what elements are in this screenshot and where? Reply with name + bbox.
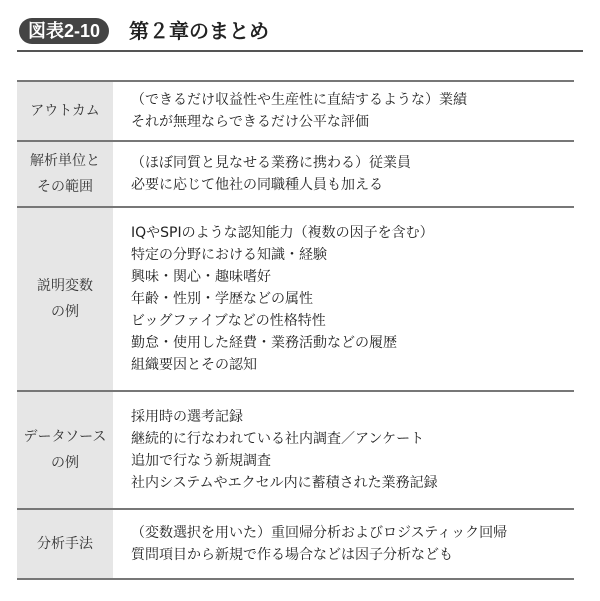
content-line: IQやSPIのような認知能力（複数の因子を含む）	[131, 225, 434, 241]
row-content	[113, 82, 574, 140]
content-line: 年齢・性別・学歴などの属性	[131, 291, 313, 307]
content-line: （変数選択を用いた）重回帰分析およびロジスティック回帰	[131, 525, 508, 541]
content-line: 興味・関心・趣味嗜好	[131, 269, 271, 285]
row-analysis-method	[17, 510, 574, 580]
row-content	[113, 208, 574, 390]
content-line: 採用時の選考記録	[131, 409, 243, 425]
row-analysis-unit	[17, 142, 574, 208]
row-explanatory-variables	[17, 208, 574, 392]
row-header: 分析手法	[17, 510, 113, 578]
row-outcome	[17, 82, 574, 142]
content-line: 必要に応じて他社の同職種人員も加える	[131, 177, 383, 193]
content-line: （できるだけ収益性や生産性に直結するような）業績	[131, 92, 467, 108]
figure-label: 図表2-10	[19, 18, 109, 44]
content-line: 勤怠・使用した経費・業務活動などの履歴	[131, 335, 397, 351]
content-line: （ほぼ同質と見なせる業務に携わる）従業員	[131, 155, 411, 171]
content-line: それが無理ならできるだけ公平な評価	[131, 114, 369, 130]
row-content	[113, 392, 574, 508]
row-content	[113, 142, 574, 206]
summary-table	[17, 80, 574, 580]
content-line: 追加で行なう新規調査	[131, 453, 271, 469]
content-line: 組織要因とその認知	[131, 357, 257, 373]
row-header: 解析単位と その範囲	[17, 142, 113, 206]
row-content	[113, 510, 574, 578]
content-line: 特定の分野における知識・経験	[131, 247, 327, 263]
figure-title: 第２章のまとめ	[129, 19, 269, 43]
content-line: 社内システムやエクセル内に蓄積された業務記録	[131, 475, 438, 491]
row-header: データソース の例	[17, 392, 113, 508]
row-header: アウトカム	[17, 82, 113, 140]
figure-title-bar	[17, 16, 583, 52]
row-header: 説明変数 の例	[17, 208, 113, 390]
content-line: ビッグファイブなどの性格特性	[131, 313, 326, 329]
row-data-sources	[17, 392, 574, 510]
content-line: 質問項目から新規で作る場合などは因子分析なども	[131, 547, 453, 563]
content-line: 継続的に行なわれている社内調査／アンケート	[131, 431, 425, 447]
